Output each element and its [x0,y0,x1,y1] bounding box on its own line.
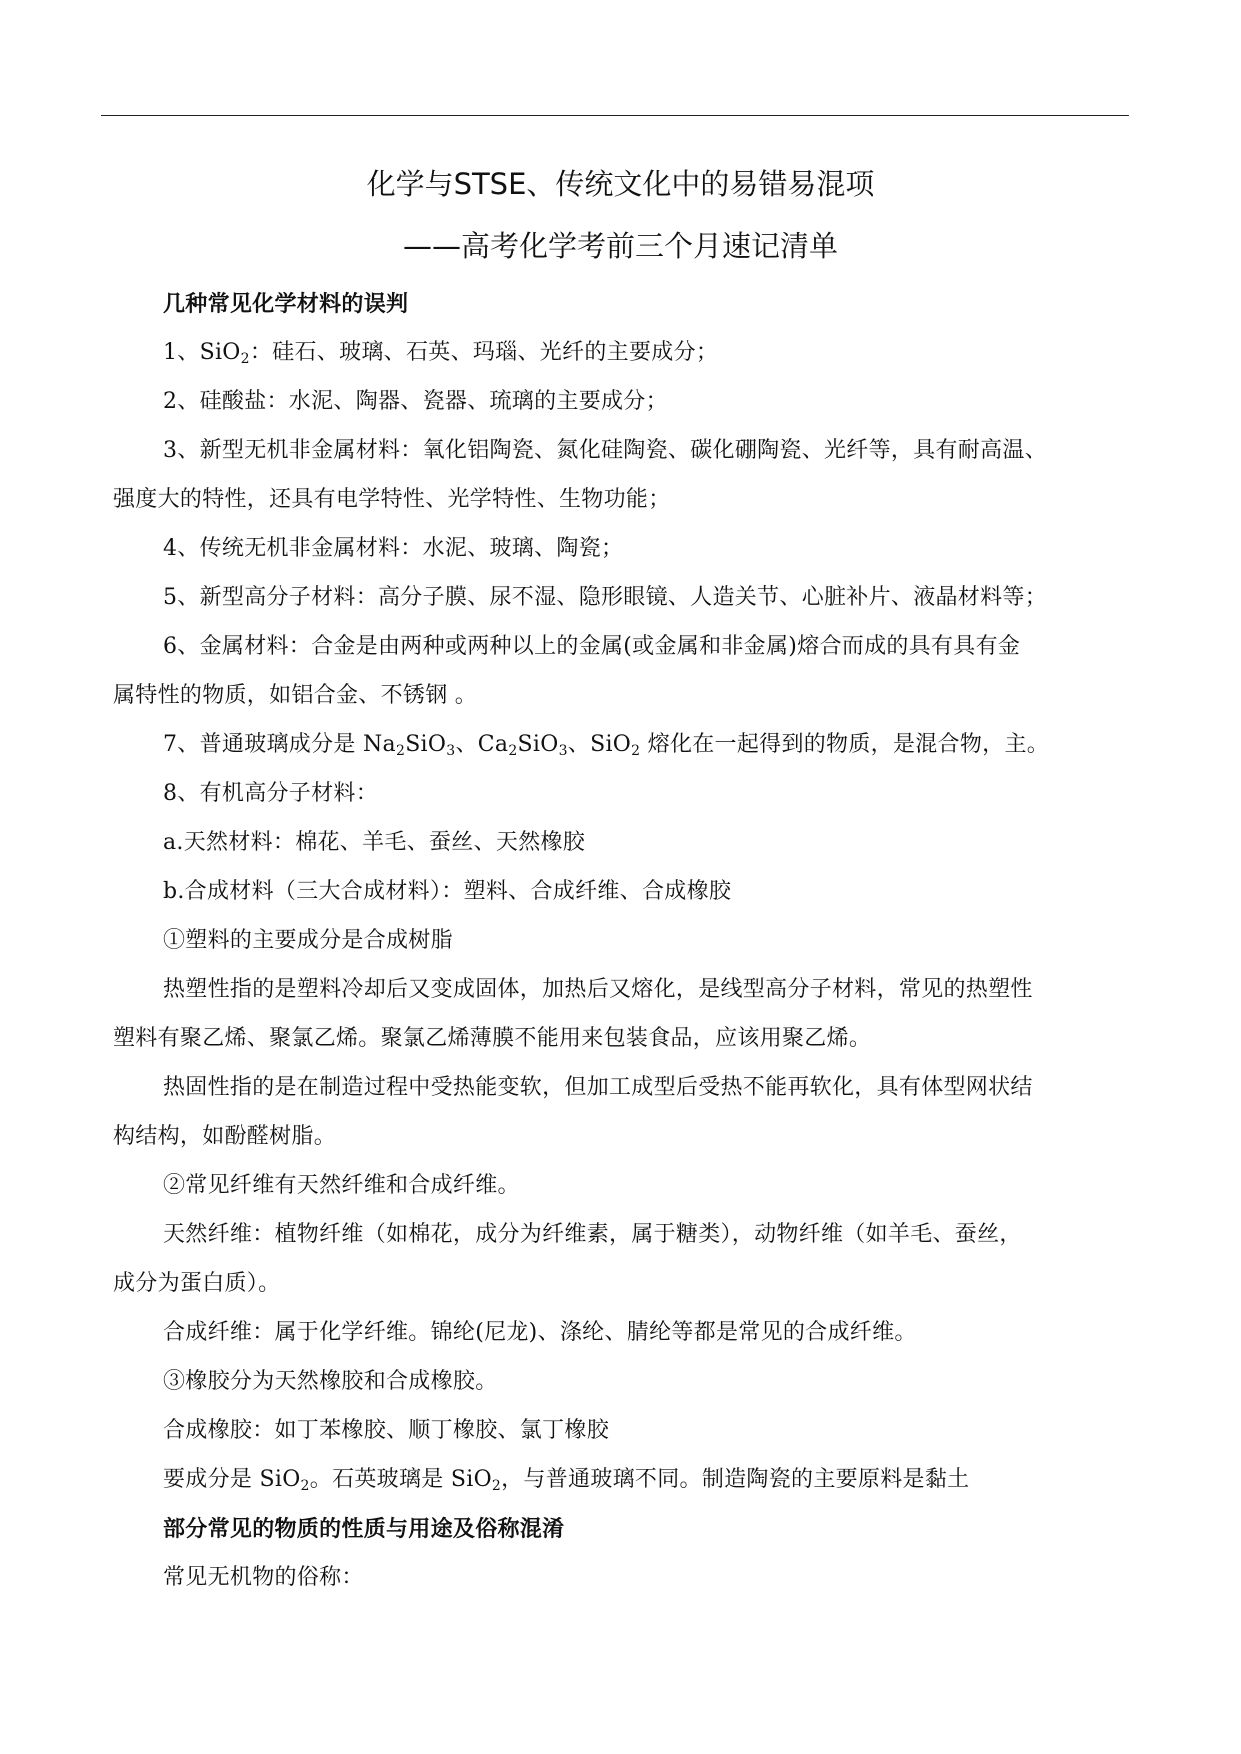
plastic-heading: ①塑料的主要成分是合成树脂 [163,928,453,953]
list-item-metal-materials-cont: 属特性的物质，如铝合金、不锈钢 。 [113,683,478,708]
list-item-synthetic-materials: b.合成材料（三大合成材料）：塑料、合成纤维、合成橡胶 [163,879,732,904]
item7-text: 、Ca [455,732,509,757]
thermoset-paragraph: 热固性指的是在制造过程中受热能变软，但加工成型后受热不能再软化，具有体型网状结 [163,1075,1033,1100]
subscript: 2 [631,743,641,759]
quartz-text: 。石英玻璃是 SiO [309,1467,492,1492]
item7-text: 熔化在一起得到的物质，是混合物，主。 [640,732,1050,757]
list-item-silicate: 2、硅酸盐：水泥、陶器、瓷器、琉璃的主要成分； [163,389,668,414]
list-item-metal-materials: 6、金属材料：合金是由两种或两种以上的金属(或金属和非金属)熔合而成的具有具有金 [163,634,1021,659]
fiber-heading: ②常见纤维有天然纤维和合成纤维。 [163,1173,520,1198]
list-item-organic-polymer: 8、有机高分子材料： [163,781,378,806]
section-heading-properties: 部分常见的物质的性质与用途及俗称混淆 [163,1516,565,1542]
section-heading-materials: 几种常见化学材料的误判 [163,291,409,317]
subscript: 2 [300,1478,310,1494]
list-item-polymer-materials: 5、新型高分子材料：高分子膜、尿不湿、隐形眼镜、人造关节、心脏补片、液晶材料等； [163,585,1047,610]
subscript: 2 [508,743,518,759]
item7-text: SiO [517,732,559,757]
thermoset-paragraph-cont: 构结构，如酚醛树脂。 [113,1124,337,1149]
list-item-traditional-inorganic: 4、传统无机非金属材料：水泥、玻璃、陶瓷； [163,536,624,561]
item7-text: 、SiO [567,732,632,757]
quartz-glass-paragraph [163,1464,1183,1496]
subscript: 3 [446,743,456,759]
natural-fiber-paragraph-cont: 成分为蛋白质）。 [113,1271,281,1296]
list-item-ordinary-glass [163,729,1183,761]
synthetic-fiber-paragraph: 合成纤维：属于化学纤维。锦纶(尼龙)、涤纶、腈纶等都是常见的合成纤维。 [163,1320,917,1345]
document-title: 化学与STSE、传统文化中的易错易混项 [366,167,875,201]
list-item-natural-materials: a.天然材料：棉花、羊毛、蚕丝、天然橡胶 [163,830,586,855]
natural-fiber-paragraph: 天然纤维：植物纤维（如棉花，成分为纤维素，属于糖类），动物纤维（如羊毛、蚕丝， [163,1222,1022,1247]
item7-text: 7、普通玻璃成分是 Na [163,732,396,757]
item7-text: SiO [405,732,447,757]
item1-prefix: 1、SiO [163,340,241,365]
synthetic-rubber-paragraph: 合成橡胶：如丁苯橡胶、顺丁橡胶、氯丁橡胶 [163,1418,610,1443]
quartz-text: ，与普通玻璃不同。制造陶瓷的主要原料是黏土 [501,1467,970,1492]
inorganic-names-label: 常见无机物的俗称： [163,1565,364,1590]
list-item-new-inorganic-cont: 强度大的特性，还具有电学特性、光学特性、生物功能； [113,487,671,512]
subscript: 2 [491,1478,502,1494]
rubber-heading: ③橡胶分为天然橡胶和合成橡胶。 [163,1369,498,1394]
subscript: 2 [395,743,406,759]
subscript: 2 [240,351,250,367]
list-item-sio2 [163,337,1183,369]
thermoplastic-paragraph: 热塑性指的是塑料冷却后又变成固体，加热后又熔化，是线型高分子材料，常见的热塑性 [163,977,1033,1002]
thermoplastic-paragraph-cont: 塑料有聚乙烯、聚氯乙烯。聚氯乙烯薄膜不能用来包装食品，应该用聚乙烯。 [113,1026,872,1051]
list-item-new-inorganic: 3、新型无机非金属材料：氧化铝陶瓷、氮化硅陶瓷、碳化硼陶瓷、光纤等，具有耐高温、 [163,438,1047,463]
item1-text: ：硅石、玻璃、石英、玛瑙、光纤的主要成分； [249,340,719,365]
document-subtitle: ——高考化学考前三个月速记清单 [402,229,838,263]
quartz-text: 要成分是 SiO [163,1467,301,1492]
subscript: 3 [558,743,568,759]
header-rule [101,115,1129,116]
